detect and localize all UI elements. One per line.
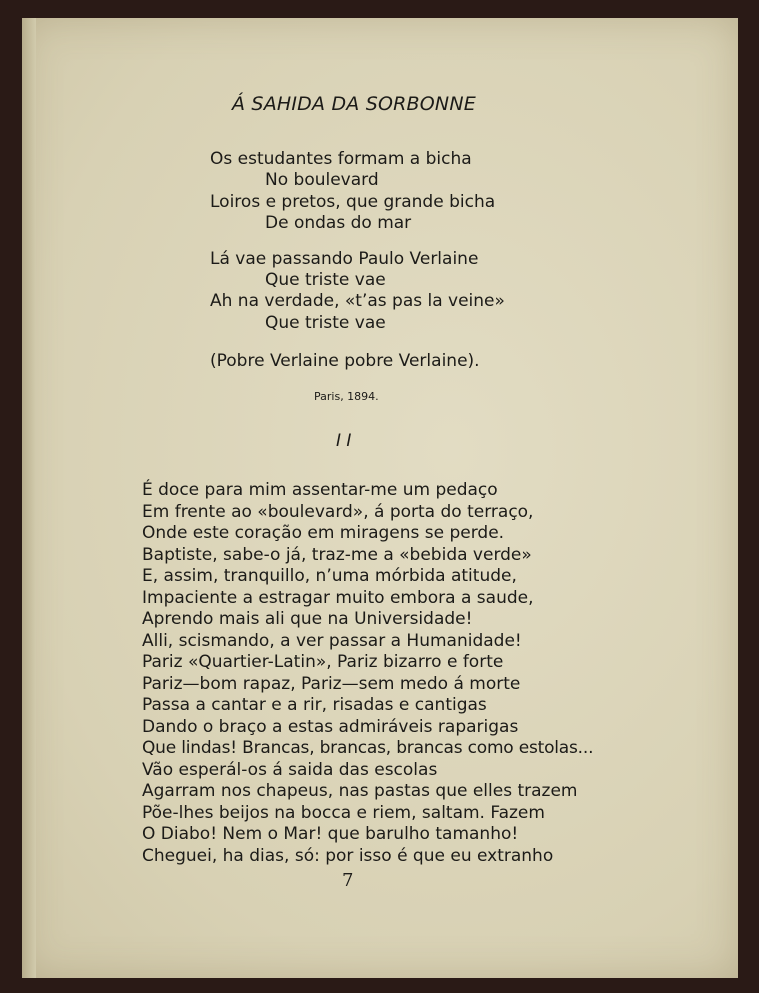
prose-line: Baptiste, sabe-o já, traz-me a «bebida verde» xyxy=(142,545,532,565)
poem-title: Á SAHIDA DA SORBONNE xyxy=(232,93,476,115)
prose-line: Vão esperál-os á saida das escolas xyxy=(142,760,438,780)
prose-line: Que lindas! Brancas, brancas, brancas como estolas... xyxy=(142,738,594,758)
page-gutter xyxy=(22,18,36,978)
prose-line: Agarram nos chapeus, nas pastas que elles trazem xyxy=(142,781,578,801)
verse-line: Que triste vae xyxy=(265,313,386,333)
prose-line: O Diabo! Nem o Mar! que barulho tamanho! xyxy=(142,824,519,844)
verse-line: Loiros e pretos, que grande bicha xyxy=(210,192,496,212)
verse-line: De ondas do mar xyxy=(265,213,412,233)
closing-line: (Pobre Verlaine pobre Verlaine). xyxy=(210,351,480,371)
verse-line: Ah na verdade, «t’as pas la veine» xyxy=(210,291,505,311)
prose-line: Aprendo mais ali que na Universidade! xyxy=(142,609,473,629)
page-number: 7 xyxy=(342,870,354,891)
prose-line: Cheguei, ha dias, só: por isso é que eu extranho xyxy=(142,846,554,866)
prose-line: Pariz—bom rapaz, Pariz—sem medo á morte xyxy=(142,674,521,694)
verse-line: No boulevard xyxy=(265,170,379,190)
prose-line: É doce para mim assentar-me um pedaço xyxy=(142,480,498,500)
prose-line: Impaciente a estragar muito embora a saude, xyxy=(142,588,534,608)
verse-line: Os estudantes formam a bicha xyxy=(210,149,472,169)
prose-line: Pariz «Quartier-Latin», Pariz bizarro e forte xyxy=(142,652,504,672)
prose-line: Dando o braço a estas admiráveis raparigas xyxy=(142,717,519,737)
prose-line: Onde este coração em miragens se perde. xyxy=(142,523,505,543)
prose-line: E, assim, tranquillo, n’uma mórbida atitude, xyxy=(142,566,517,586)
prose-line: Alli, scismando, a ver passar a Humanidade! xyxy=(142,631,522,651)
prose-line: Põe-lhes beijos na bocca e riem, saltam. Fazem xyxy=(142,803,545,823)
place-date: Paris, 1894. xyxy=(314,390,379,403)
book-page xyxy=(22,18,738,978)
verse-line: Lá vae passando Paulo Verlaine xyxy=(210,249,479,269)
prose-line: Em frente ao «boulevard», á porta do terraço, xyxy=(142,502,534,522)
prose-line: Passa a cantar e a rir, risadas e cantigas xyxy=(142,695,487,715)
verse-line: Que triste vae xyxy=(265,270,386,290)
section-numeral: I I xyxy=(336,431,352,451)
